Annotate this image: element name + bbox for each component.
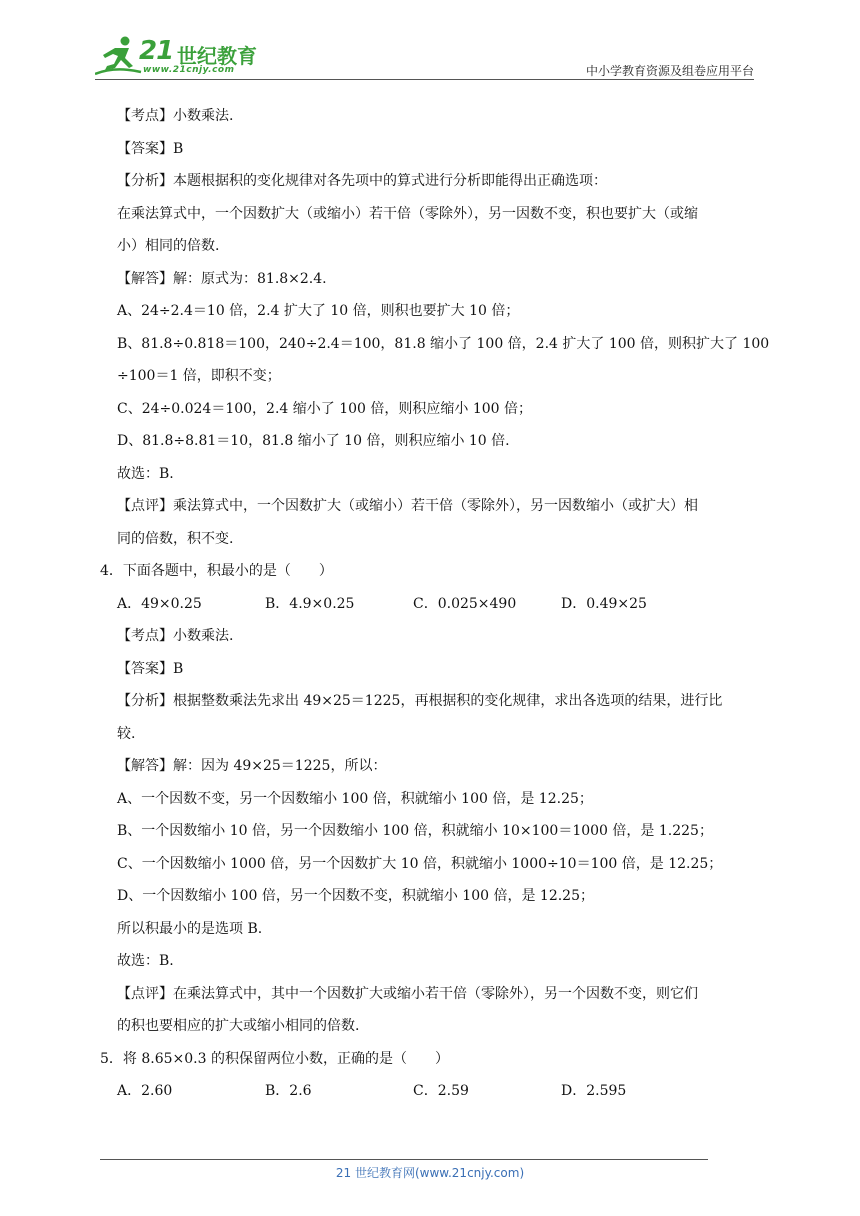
q3-line: D、81.8÷8.81＝10，81.8 缩小了 10 倍，则积应缩小 10 倍. [117,433,510,449]
q4-line: 【解答】解：因为 49×25＝1225，所以： [117,758,387,774]
q4-line: B、一个因数缩小 10 倍，另一个因数缩小 100 倍，积就缩小 10×100＝1000 倍，是 1.225； [117,823,713,839]
q4-line: 较. [117,725,136,742]
runner-icon [95,34,143,78]
q3-line: 在乘法算式中，一个因数扩大（或缩小）若干倍（零除外），另一因数不变，积也要扩大（或缩 [117,205,698,222]
q3-line: 【点评】乘法算式中，一个因数扩大（或缩小）若干倍（零除外），另一因数缩小（或扩大）相 [117,498,698,514]
q3-line: 【考点】小数乘法. [117,108,234,124]
q3-line: 故选：B. [117,465,174,482]
q4-line: 的积也要相应的扩大或缩小相同的倍数. [117,1018,360,1034]
header-platform-text: 中小学教育资源及组卷应用平台 [585,64,754,78]
q4-option-c: C．0.025×490 [413,595,517,612]
q3-line: 【分析】本题根据积的变化规律对各先项中的算式进行分析即能得出正确选项： [117,173,607,189]
page-header [0,0,860,90]
q3-line: A、24÷2.4＝10 倍，2.4 扩大了 10 倍，则积也要扩大 10 倍； [117,303,520,319]
q4-line: 【考点】小数乘法. [117,628,234,644]
document-body [100,100,770,1108]
q4-line: 故选：B. [117,953,174,969]
q4-line: C、一个因数缩小 1000 倍，另一个因数扩大 10 倍，积就缩小 1000÷10＝100 倍，是 12.25； [117,855,723,872]
q4-line: A、一个因数不变，另一个因数缩小 100 倍，积就缩小 100 倍，是 12.25； [117,790,593,807]
q3-solution [100,100,770,555]
logo-name: 世纪教育 [177,44,257,68]
logo-number: 21 [139,36,174,66]
q4-line: 【答案】B [117,660,184,677]
q3-line: 【答案】B [117,140,184,157]
q4-stem: 4．下面各题中，积最小的是（ ） [100,563,333,579]
q4-line: 【分析】根据整数乘法先求出 49×25＝1225，再根据积的变化规律，求出各选项的结果，进行比 [117,693,723,709]
footer-source: 21 世纪教育网(www.21cnjy.com) [335,1166,525,1180]
site-logo [95,34,265,78]
q5-options [100,1075,770,1108]
header-divider [95,79,754,80]
q5-option-a: A．2.60 [117,1083,173,1099]
q3-line: 小）相同的倍数. [117,238,220,254]
q5-option-d: D．2.595 [561,1083,627,1099]
q4-option-d: D．0.49×25 [561,595,647,612]
q3-line: C、24÷0.024＝100，2.4 缩小了 100 倍，则积应缩小 100 倍； [117,400,533,417]
q4-option-a: A．49×0.25 [117,595,202,612]
q3-line: 同的倍数，积不变. [117,530,234,547]
q4-line: 所以积最小的是选项 B. [117,920,263,937]
q4-line: D、一个因数缩小 100 倍，另一个因数不变，积就缩小 100 倍，是 12.25； [117,888,594,904]
q3-line: 【解答】解：原式为：81.8×2.4. [117,270,327,287]
q4-option-b: B．4.9×0.25 [265,595,355,612]
q5-stem: 5．将 8.65×0.3 的积保留两位小数，正确的是（ ） [100,1050,449,1067]
footer-divider [100,1159,708,1160]
q4-options [100,588,770,621]
q4-line: 【点评】在乘法算式中，其中一个因数扩大或缩小若干倍（零除外），另一个因数不变，则它们 [117,985,698,1002]
q3-line: ÷100＝1 倍，即积不变； [117,368,281,384]
question-4 [100,555,770,1043]
q5-option-c: C．2.59 [413,1083,469,1099]
logo-url: www.21cnjy.com [143,65,235,75]
q3-line: B、81.8÷0.818＝100，240÷2.4＝100，81.8 缩小了 100 倍，2.4 扩大了 100 倍，则积扩大了 100 [117,335,770,352]
q5-option-b: B．2.6 [265,1083,312,1099]
question-5 [100,1043,770,1108]
